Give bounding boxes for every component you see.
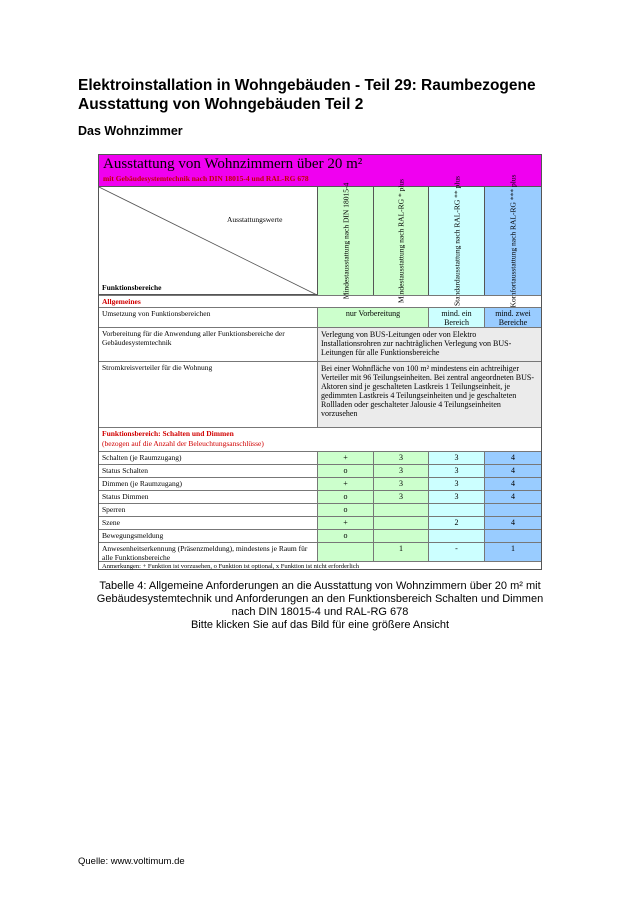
caption-line: nach DIN 18015-4 und RAL-RG 678 [231, 606, 409, 618]
row-label: Status Schalten [102, 466, 149, 475]
page-title: Elektroinstallation in Wohngebäuden - Teil 29: Raumbezogene Ausstattung von Wohngebäuden Teil 2 [78, 77, 536, 113]
table-footnote: Anmerkungen: + Funktion ist vorzusehen, o Funktion ist optional, x Funktion ist nicht erforderlich [102, 563, 359, 570]
table-row [99, 490, 541, 503]
table-cell: + [317, 478, 373, 490]
table-title-banner [99, 155, 541, 187]
table-cell: - [428, 543, 484, 561]
table-row [99, 542, 541, 561]
header-right-label: Ausstattungswerte [227, 215, 283, 224]
table-cell [317, 543, 373, 561]
section-row-switching [99, 427, 541, 451]
row-label: Dimmen (je Raumzugang) [102, 479, 182, 488]
table-cell [484, 504, 541, 516]
row-label: Umsetzung von Funktionsbereichen [102, 309, 211, 318]
table-footnote-row [99, 561, 541, 570]
figure-caption [60, 580, 580, 632]
section-heading: Das Wohnzimmer [78, 124, 183, 138]
row-label: Szene [102, 518, 120, 527]
table-cell: mind. zwei Bereiche [484, 308, 541, 327]
row-label: Stromkreisverteiler für die Wohnung [102, 363, 213, 372]
column-header-ral-2: Standardausstattung nach RAL-RG ** plus [428, 187, 484, 295]
column-header-ral-3: Komfortausstattung nach RAL-RG *** plus [484, 187, 541, 295]
table-cell: 3 [428, 452, 484, 464]
table-cell: mind. ein Bereich [428, 308, 484, 327]
table-cell: 3 [428, 478, 484, 490]
table-row [99, 361, 541, 427]
row-label: Anwesenheitserkennung (Präsenzmeldung), mindestens je Raum für alle Funktionsbereiche [102, 544, 308, 562]
table-cell [373, 504, 428, 516]
table-cell: Bei einer Wohnfläche von 100 m² mindestens ein achtreihiger Verteiler mit 96 Teilungseinheiten. Bei zentral angeordneten BUS-Aktoren sind je geschalteten Lastkreis 1 Teilungseinheit, je gedimmten Lastkreis 4 Teilungseinheiten und je geschalteten Rollladen oder geschalteter Jalousie 4 Teilungseinheiten vorzusehen [317, 362, 541, 427]
table-cell: o [317, 530, 373, 542]
table-cell: 4 [484, 452, 541, 464]
table-row [99, 451, 541, 464]
table-row [99, 503, 541, 516]
header-left-label: Funktionsbereiche [102, 283, 162, 292]
table-cell: o [317, 491, 373, 503]
table-cell: o [317, 504, 373, 516]
table-cell: + [317, 452, 373, 464]
equipment-table [98, 154, 542, 570]
table-cell: 3 [373, 465, 428, 477]
table-cell: + [317, 517, 373, 529]
table-row [99, 477, 541, 490]
table-row [99, 516, 541, 529]
table-row [99, 307, 541, 327]
section-label: Funktionsbereich: Schalten und Dimmen [102, 429, 234, 438]
table-cell: 3 [373, 478, 428, 490]
table-cell: o [317, 465, 373, 477]
table-cell [428, 504, 484, 516]
table-cell: 4 [484, 465, 541, 477]
table-cell [428, 530, 484, 542]
table-cell: 1 [373, 543, 428, 561]
table-subtitle: mit Gebäudesystemtechnik nach DIN 18015-4 und RAL-RG 678 [103, 174, 309, 183]
caption-line: Gebäudesystemtechnik und Anforderungen an den Funktionsbereich Schalten und Dimmen [96, 593, 544, 605]
section-sublabel: (bezogen auf die Anzahl der Beleuchtungsanschlüsse) [102, 439, 264, 448]
table-cell: 1 [484, 543, 541, 561]
table-cell [484, 530, 541, 542]
table-cell: 4 [484, 517, 541, 529]
table-cell: 3 [373, 491, 428, 503]
table-row [99, 464, 541, 477]
row-label: Bewegungsmeldung [102, 531, 164, 540]
table-cell: 3 [373, 452, 428, 464]
column-header-din: Mindestausstattung nach DIN 18015-4 [317, 187, 373, 295]
table-cell: 2 [428, 517, 484, 529]
table-image[interactable] [90, 150, 548, 576]
caption-hint: Bitte klicken Sie auf das Bild für eine größere Ansicht [190, 619, 450, 631]
diagonal-divider [99, 187, 317, 295]
table-cell: nur Vorbereitung [317, 308, 428, 327]
table-cell [373, 530, 428, 542]
row-label: Status Dimmen [102, 492, 149, 501]
row-label: Schalten (je Raumzugang) [102, 453, 182, 462]
source-credit: Quelle: www.voltimum.de [78, 856, 185, 867]
section-row-general [99, 295, 541, 307]
caption-line: Tabelle 4: Allgemeine Anforderungen an die Ausstattung von Wohnzimmern über 20 m² mit [99, 580, 541, 592]
table-cell [373, 517, 428, 529]
table-cell: 4 [484, 491, 541, 503]
table-cell: 3 [428, 491, 484, 503]
row-label: Sperren [102, 505, 126, 514]
table-cell: Verlegung von BUS-Leitungen oder von Elektro Installationsrohren zur nachträglichen Verlegung von BUS-Leitungen für alle Funktionsbereiche [317, 328, 541, 361]
row-label: Vorbereitung für die Anwendung aller Funktionsbereiche der Gebäudesystemtechnik [102, 329, 285, 347]
table-title: Ausstattung von Wohnzimmern über 20 m² [103, 156, 363, 172]
table-row [99, 327, 541, 361]
table-row [99, 529, 541, 542]
table-cell: 3 [428, 465, 484, 477]
column-header-ral-1: Mindestausstattung nach RAL-RG * plus [373, 187, 428, 295]
table-cell: 4 [484, 478, 541, 490]
section-label: Allgemeines [102, 297, 141, 306]
